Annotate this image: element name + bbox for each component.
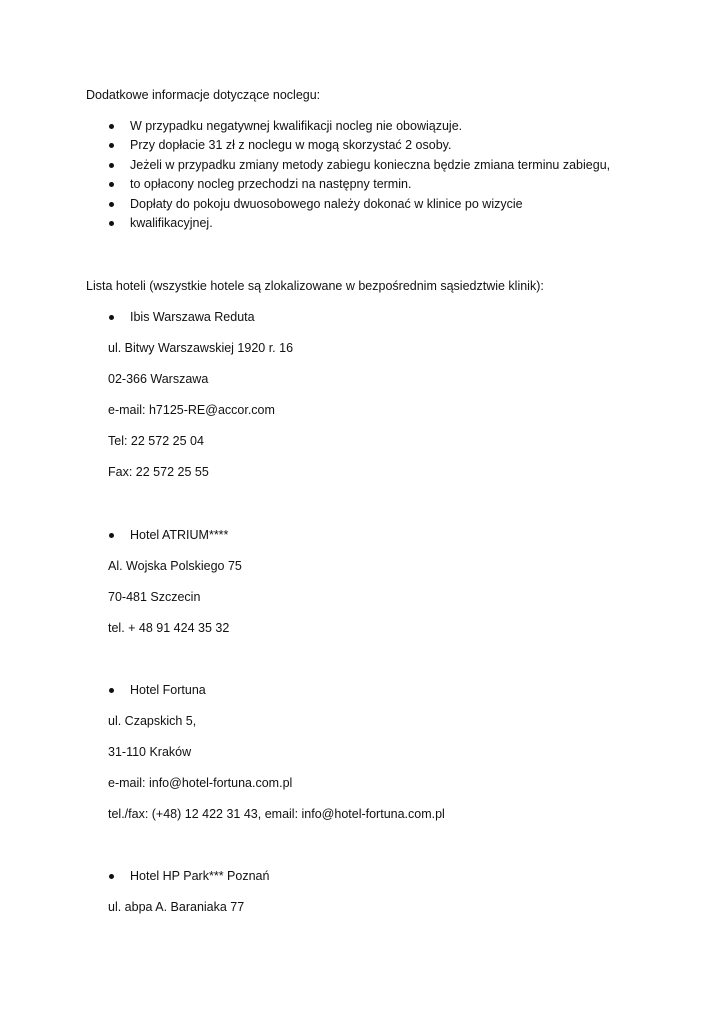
hotel-name: Hotel HP Park*** Poznań: [130, 869, 270, 883]
list-item-text: W przypadku negatywnej kwalifikacji nocleg nie obowiązuje.: [130, 119, 463, 133]
info-heading: Dodatkowe informacje dotyczące noclegu:: [86, 88, 321, 102]
hotels-heading: Lista hoteli (wszystkie hotele są zlokalizowane w bezpośrednim sąsiedztwie klinik):: [86, 279, 544, 293]
bullet-icon: [109, 688, 114, 693]
hotel-detail-line: tel. + 48 91 424 35 32: [108, 621, 230, 635]
list-item-text: Jeżeli w przypadku zmiany metody zabiegu konieczna będzie zmiana terminu zabiegu,: [130, 158, 611, 172]
list-item-text: Przy dopłacie 31 zł z noclegu w mogą skorzystać 2 osoby.: [130, 138, 452, 152]
hotel-detail-line: e-mail: info@hotel-fortuna.com.pl: [108, 776, 293, 790]
bullet-icon: [109, 533, 114, 538]
hotel-detail-line: 70-481 Szczecin: [108, 590, 201, 604]
bullet-icon: [109, 182, 114, 187]
bullet-icon: [109, 163, 114, 168]
hotel-detail-line: 31-110 Kraków: [108, 745, 192, 759]
hotel-detail-line: ul. Czapskich 5,: [108, 714, 197, 728]
list-item-text: kwalifikacyjnej.: [130, 216, 213, 230]
bullet-icon: [109, 315, 114, 320]
bullet-icon: [109, 874, 114, 879]
hotel-detail-line: ul. Bitwy Warszawskiej 1920 r. 16: [108, 341, 294, 355]
hotel-detail-line: Tel: 22 572 25 04: [108, 434, 204, 448]
bullet-icon: [109, 221, 114, 226]
hotel-detail-line: 02-366 Warszawa: [108, 372, 209, 386]
hotel-detail-line: Al. Wojska Polskiego 75: [108, 559, 242, 573]
hotel-name: Ibis Warszawa Reduta: [130, 310, 255, 324]
hotel-name: Hotel ATRIUM****: [130, 528, 229, 542]
hotel-detail-line: Fax: 22 572 25 55: [108, 465, 209, 479]
list-item-text: Dopłaty do pokoju dwuosobowego należy dokonać w klinice po wizycie: [130, 197, 523, 211]
bullet-icon: [109, 202, 114, 207]
list-item-text: to opłacony nocleg przechodzi na następny termin.: [130, 177, 412, 191]
hotel-detail-line: ul. abpa A. Baraniaka 77: [108, 900, 245, 914]
bullet-icon: [109, 143, 114, 148]
bullet-icon: [109, 124, 114, 129]
hotel-detail-line: tel./fax: (+48) 12 422 31 43, email: info@hotel-fortuna.com.pl: [108, 807, 445, 821]
hotel-detail-line: e-mail: h7125-RE@accor.com: [108, 403, 275, 417]
hotel-name: Hotel Fortuna: [130, 683, 206, 697]
